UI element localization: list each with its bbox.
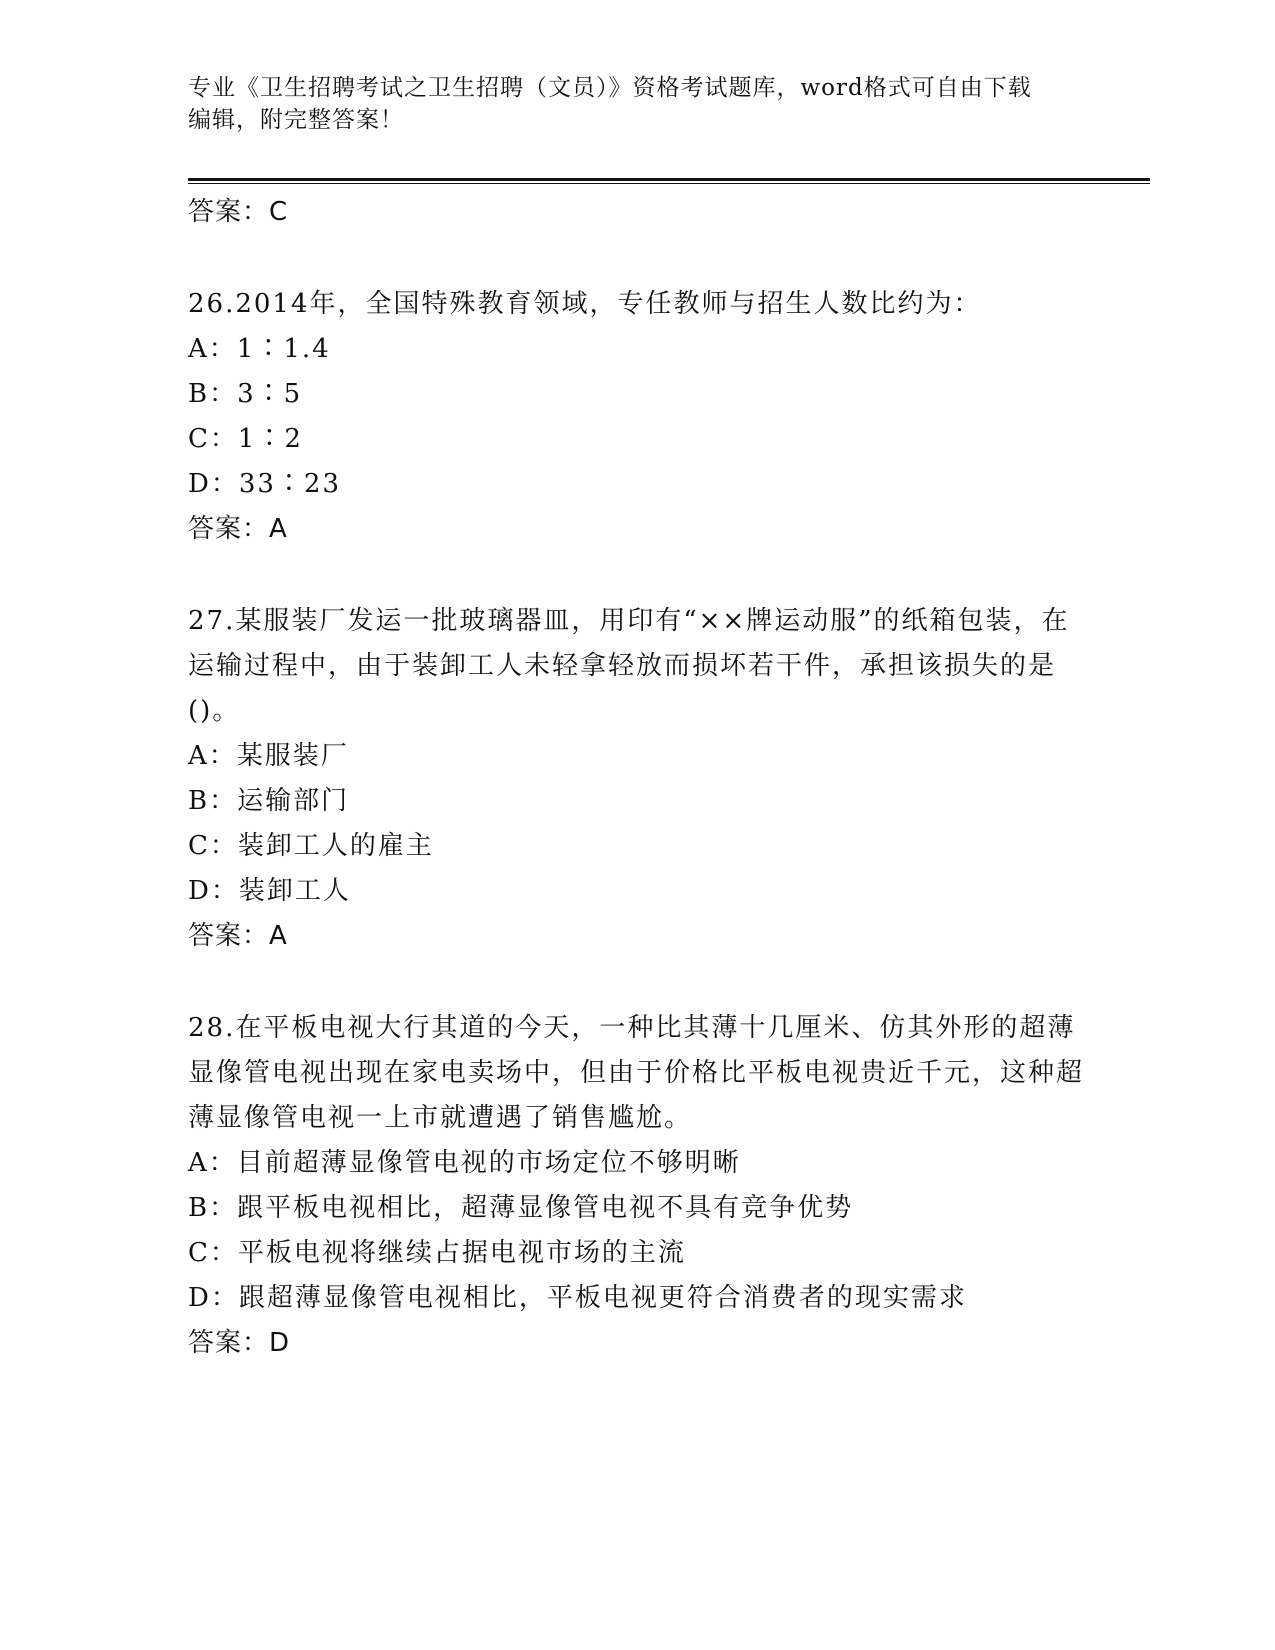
document-body	[188, 190, 1088, 1365]
option-c: C：平板电视将继续占据电视市场的主流	[188, 1238, 686, 1268]
option-d: D：装卸工人	[188, 876, 351, 906]
document-header	[188, 72, 1068, 136]
option-c: C：装卸工人的雇主	[188, 831, 434, 861]
option-b: B：3∶5	[188, 379, 303, 409]
option-a: A：某服装厂	[188, 741, 349, 771]
question-27	[188, 599, 1088, 958]
option-b: B：运输部门	[188, 786, 350, 816]
answer-line: 答案：A	[188, 921, 288, 951]
question-stem: 26.2014年，全国特殊教育领域，专任教师与招生人数比约为：	[188, 289, 982, 319]
header-line-1: 专业《卫生招聘考试之卫生招聘（文员）》资格考试题库，word格式可自由下载	[188, 75, 1032, 101]
answer-line: 答案：C	[188, 197, 289, 227]
header-line-2: 编辑，附完整答案！	[188, 107, 404, 133]
option-a: A：1∶1.4	[188, 334, 331, 364]
question-stem: 27.某服装厂发运一批玻璃器皿，用印有“××牌运动服”的纸箱包装，在运输过程中，由于装卸工人未轻拿轻放而损坏若干件，承担该损失的是()。	[188, 606, 1070, 726]
answer-line: 答案：A	[188, 514, 288, 544]
question-stem: 28.在平板电视大行其道的今天，一种比其薄十几厘米、仿其外形的超薄显像管电视出现在家电卖场中，但由于价格比平板电视贵近千元，这种超薄显像管电视一上市就遭遇了销售尴尬。	[188, 1013, 1085, 1133]
question-26	[188, 282, 1088, 551]
header-rule-thick	[188, 178, 1150, 181]
header-rule-thin	[188, 183, 1150, 184]
question-28	[188, 1006, 1088, 1365]
answer-line: 答案：D	[188, 1328, 291, 1358]
option-c: C：1∶2	[188, 424, 303, 454]
option-a: A：目前超薄显像管电视的市场定位不够明晰	[188, 1148, 741, 1178]
option-b: B：跟平板电视相比，超薄显像管电视不具有竞争优势	[188, 1193, 854, 1223]
option-d: D：跟超薄显像管电视相比，平板电视更符合消费者的现实需求	[188, 1283, 967, 1313]
option-d: D：33∶23	[188, 469, 342, 499]
